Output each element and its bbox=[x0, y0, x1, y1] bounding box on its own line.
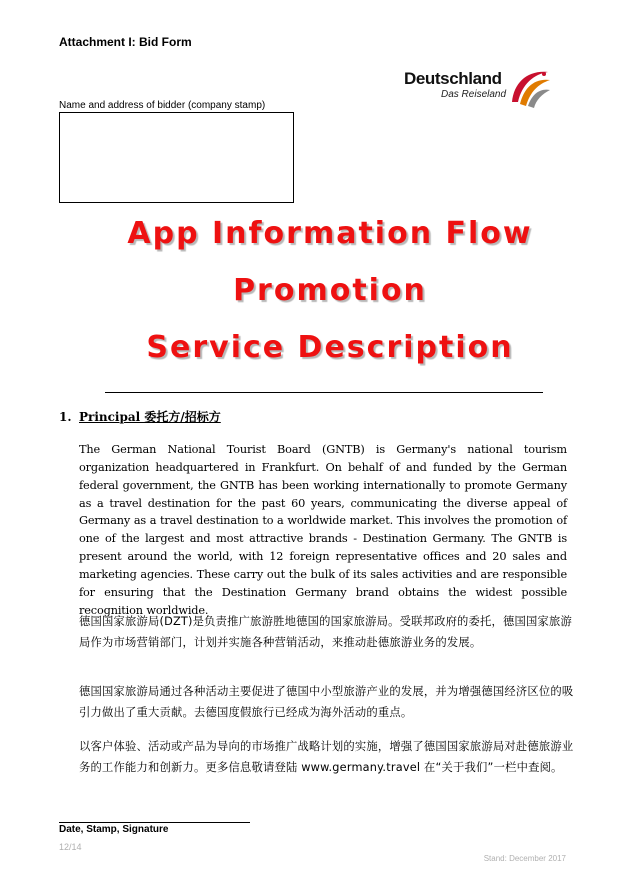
paragraph-english: The German National Tourist Board (GNTB) is Germany's national tourism organization headquartered in Frankfurt. On behalf of and funded by the German federal government, the GNTB has been working internationally to promote Germany as a travel destination for the past 60 years, communicating the diverse appeal of Germany as a travel destination to a worldwide market. This involves the promotion of one of the largest and most attractive brands - Destination Germany. The GNTB is present around the world, with 12 foreign representative offices and 20 sales and marketing agencies. These carry out the bulk of its sales activities and are responsible for ensuring that the Destination Germany brand obtains the widest possible recognition worldwide. bbox=[79, 443, 567, 617]
logo-tagline: Das Reiseland bbox=[441, 89, 507, 100]
paragraph-chinese-1: 德国国家旅游局(DZT)是负责推广旅游胜地德国的国家旅游局。受联邦政府的委托，德国国家旅游局作为市场营销部门，计划并实施各种营销活动，来推动赴德旅游业务的发展。 bbox=[79, 615, 573, 649]
signature-label: Date, Stamp, Signature bbox=[59, 824, 169, 835]
stand-date: Stand: December 2017 bbox=[483, 854, 566, 863]
page-number: 12/14 bbox=[59, 842, 82, 852]
divider-rule bbox=[105, 392, 543, 393]
paragraph-chinese-3: 以客户体验、活动或产品为导向的市场推广战略计划的实施，增强了德国国家旅游局对赴德旅游业务的工作能力和创新力。更多信息敬请登陆 www.germany.travel 在“关于我们”一栏中查阅。 bbox=[79, 740, 574, 774]
attachment-title: Attachment I: Bid Form bbox=[59, 35, 192, 49]
section-title: Principal 委托方/招标方 bbox=[79, 410, 221, 424]
logo-wordmark: Deutschland bbox=[404, 69, 502, 88]
signature-line bbox=[59, 822, 250, 823]
headline-line-1: App Information Flow bbox=[127, 216, 533, 251]
deutschland-logo bbox=[404, 64, 554, 110]
paragraph-chinese-2: 德国国家旅游局通过各种活动主要促进了德国中小型旅游产业的发展，并为增强德国经济区位的吸引力做出了重大贡献。去德国度假旅行已经成为海外活动的重点。 bbox=[79, 685, 574, 719]
section-number: 1. bbox=[59, 410, 72, 424]
bidder-label: Name and address of bidder (company stamp) bbox=[59, 100, 266, 111]
headline-line-2: Promotion bbox=[233, 273, 427, 308]
company-stamp-box bbox=[59, 112, 294, 203]
swoosh-logo-icon bbox=[506, 64, 552, 110]
headline-line-3: Service Description bbox=[146, 330, 514, 365]
section-heading bbox=[59, 408, 221, 425]
